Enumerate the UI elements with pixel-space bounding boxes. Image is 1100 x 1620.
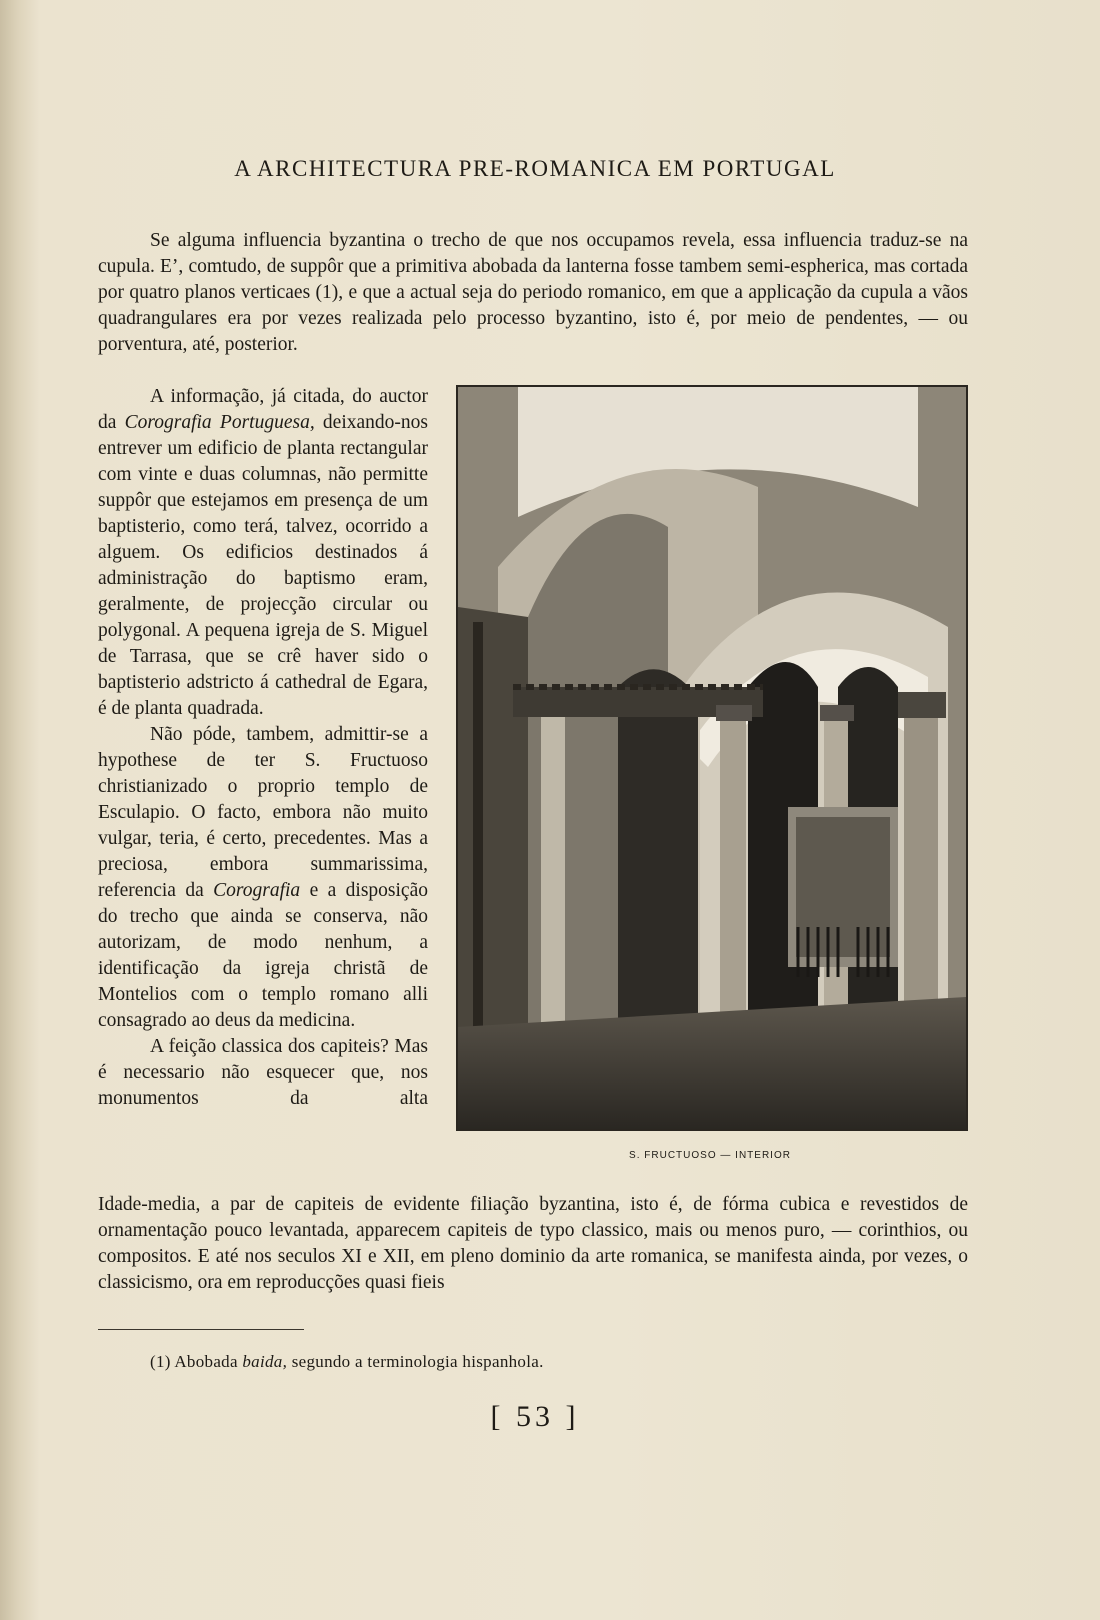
footnote-part-1: Abobada: [170, 1352, 243, 1371]
paragraph-3-part-1: Não póde, tambem, admittir-se a hypothese de ter S. Fructuoso christianizado o proprio templo de Esculapio. O facto, embora não muito vulgar, teria, é certo, precedentes. Mas a preciosa, embora summarissima, referencia da: [98, 724, 428, 901]
footnote-part-2: segundo a terminologia hispanhola.: [287, 1352, 544, 1371]
footnote: [150, 1352, 544, 1372]
paragraph-3: [98, 722, 428, 1034]
church-interior-photo: [456, 385, 968, 1131]
intro-paragraph-text: Se alguma influencia byzantina o trecho de que nos occupamos revela, essa influencia traduz-se na cupula. E’, comtudo, de suppôr que a primitiva abobada da lanterna fosse tambem semi-espherica, mas cortada por quatro planos verticaes (1), e que a actual seja do periodo romanico, em que a applicação da cupula a vãos quadrangulares era por vezes realizada pelo processo byzantino, isto é, por meio de pendentes, — ou porventura, até, posterior.: [98, 230, 968, 355]
running-head: A ARCHITECTURA PRE-ROMANICA EM PORTUGAL: [234, 156, 836, 181]
paragraph-2: [98, 384, 428, 722]
paragraph-2-italic: Corografia Portuguesa,: [124, 412, 315, 433]
photo-illustration: [458, 387, 966, 1129]
footnote-italic: baida,: [242, 1352, 288, 1371]
paragraph-4-start: A feição classica dos capiteis? Mas é necessario não esquecer que, nos monumentos da alta: [98, 1036, 428, 1109]
footnote-marker: (1): [150, 1352, 171, 1371]
bottom-paragraph: [98, 1192, 968, 1296]
photo-caption: S. FRUCTUOSO — INTERIOR: [629, 1150, 791, 1161]
paragraph-3-italic: Corografia: [213, 880, 301, 901]
paragraph-2-part-2: deixando-nos entrever um edificio de planta rectangular com vinte e duas columnas, não permitte suppôr que estejamos em presença de um baptisterio, como terá, talvez, ocorrido a alguem. Os edificios destinados á administração do baptismo eram, geralmente, de projecção circular ou polygonal. A pequena igreja de S. Miguel de Tarrasa, que se crê haver sido o baptisterio adstricto á cathedral de Egara, é de planta quadrada.: [98, 412, 428, 719]
paragraph-3-part-2: e a disposição do trecho que ainda se conserva, não autorizam, de modo nenhum, a identificação da igreja christã de Montelios com o templo romano alli consagrado ao deus da medicina.: [98, 880, 428, 1031]
page-number: [ 53 ]: [490, 1400, 580, 1433]
paragraph-2-part-1: A informação, já citada, do auctor da: [98, 386, 428, 433]
footnote-rule: [98, 1329, 304, 1330]
left-column-text: [98, 384, 428, 1112]
intro-paragraph: [98, 228, 968, 358]
paragraph-4-continued: Idade-media, a par de capiteis de evidente filiação byzantina, isto é, de fórma cubica e revestidos de ornamentação pouco levantada, apparecem capiteis de typo classico, mais ou menos puro, — corinthios, ou compositos. E até nos seculos XI e XII, em pleno dominio da arte romanica, se manifesta ainda, por vezes, o classicismo, ora em reproducções quasi fieis: [98, 1194, 968, 1293]
